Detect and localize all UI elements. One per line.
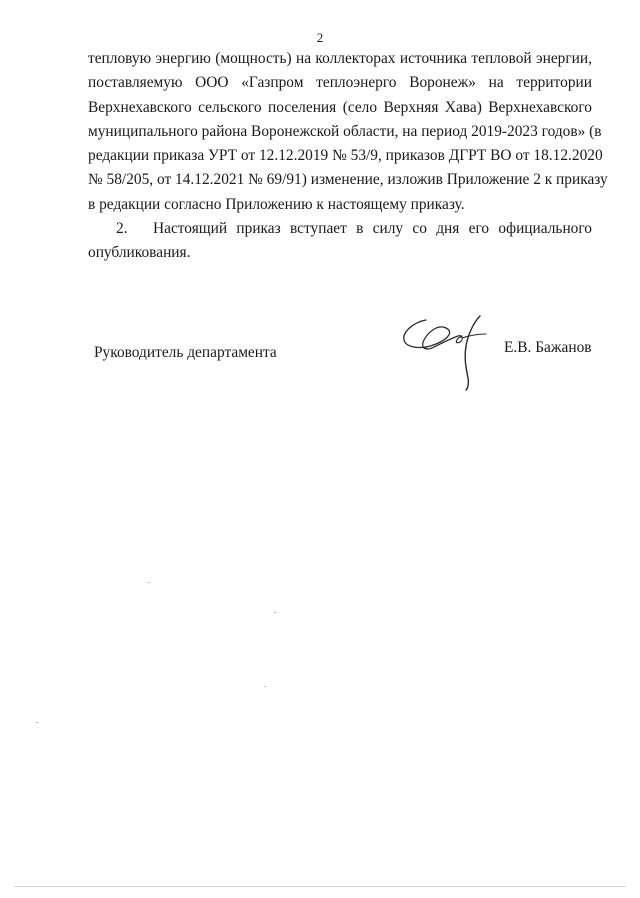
item-2-second-line: опубликования.	[88, 244, 191, 262]
text-line-5: редакции приказа УРТ от 12.12.2019 № 53/9, приказов ДГРТ ВО от 18.12.2020	[88, 147, 603, 165]
scan-speck	[264, 686, 266, 687]
signer-name: Е.В. Бажанов	[504, 339, 592, 356]
item-2-first-line	[88, 217, 592, 241]
text-line-6: № 58/205, от 14.12.2021 № 69/91) изменение, изложив Приложение 2 к приказу	[88, 171, 608, 189]
text-line-7: в редакции согласно Приложению к настоящему приказу.	[88, 195, 465, 213]
scan-speck	[148, 582, 150, 583]
handwritten-signature	[396, 312, 496, 392]
text-line-2: поставляемую ООО «Газпром теплоэнерго Воронеж» на территории	[88, 74, 592, 92]
item-2-text: Настоящий приказ вступает в силу со дня его официального	[153, 220, 592, 238]
signature-block	[0, 336, 640, 406]
text-line-4: муниципального района Воронежской области, на период 2019-2023 годов» (в	[88, 122, 602, 140]
page-number: 2	[316, 30, 324, 45]
scan-speck	[36, 722, 38, 723]
scan-edge-line	[14, 886, 626, 887]
order-text	[88, 47, 608, 266]
text-line-3: Верхнехавского сельского поселения (село Верхняя Хава) Верхнехавского	[88, 98, 592, 116]
item-2-number: 2.	[116, 220, 128, 238]
scan-speck	[274, 612, 276, 613]
signer-position: Руководитель департамента	[94, 344, 277, 361]
text-line-1: тепловую энергию (мощность) на коллекторах источника тепловой энергии,	[88, 50, 592, 67]
